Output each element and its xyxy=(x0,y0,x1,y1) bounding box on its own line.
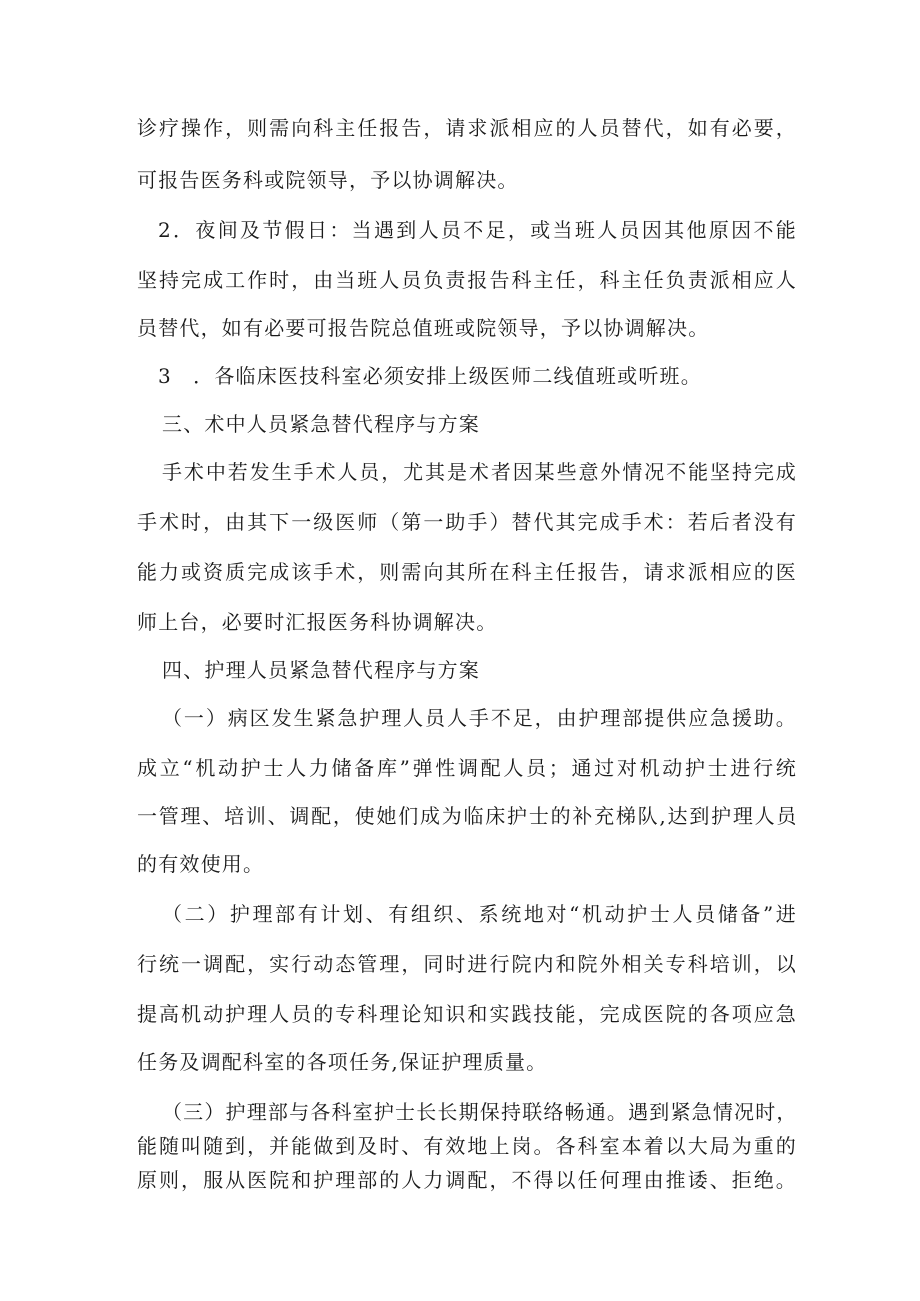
text-line-4: 坚持完成工作时，由当班人员负责报告科主任，科主任负责派相应人 xyxy=(137,268,797,292)
text-line-8: 手术中若发生手术人员，尤其是术者因某些意外情况不能坚持完成 xyxy=(162,460,797,484)
text-line-2: 可报告医务科或院领导，予以协调解决。 xyxy=(137,168,519,192)
section-heading-3: 三、术中人员紧急替代程序与方案 xyxy=(162,412,480,436)
text-line-5: 员替代，如有必要可报告院总值班或院领导，予以协调解决。 xyxy=(137,316,710,340)
text-line-6: 3 ．各临床医技科室必须安排上级医师二线值班或听班。 xyxy=(158,364,702,388)
text-line-21: （三）护理部与各科室护士长长期保持联络畅通。遇到紧急情况时， xyxy=(162,1100,797,1124)
text-line-10: 能力或资质完成该手术，则需向其所在科主任报告，请求派相应的医 xyxy=(137,560,797,584)
text-line-15: 一管理、培训、调配，使她们成为临床护士的补充梯队,达到护理人员 xyxy=(137,804,797,828)
text-line-14: 成立“机动护士人力储备库”弹性调配人员；通过对机动护士进行统 xyxy=(137,756,797,780)
section-heading-4: 四、护理人员紧急替代程序与方案 xyxy=(162,658,480,682)
text-line-20: 任务及调配科室的各项任务,保证护理质量。 xyxy=(137,1050,548,1074)
text-line-19: 提高机动护理人员的专科理论知识和实践技能，完成医院的各项应急 xyxy=(137,1002,797,1026)
text-line-23: 原则，服从医院和护理部的人力调配，不得以任何理由推诿、拒绝。 xyxy=(137,1168,797,1192)
text-line-17: （二）护理部有计划、有组织、系统地对“机动护士人员储备”进 xyxy=(162,902,797,926)
text-line-16: 的有效使用。 xyxy=(137,852,265,876)
text-line-22: 能随叫随到，并能做到及时、有效地上岗。各科室本着以大局为重的 xyxy=(137,1134,797,1158)
text-line-1: 诊疗操作，则需向科主任报告，请求派相应的人员替代，如有必要， xyxy=(137,116,797,140)
text-line-9: 手术时，由其下一级医师（第一助手）替代其完成手术：若后者没有 xyxy=(137,510,797,534)
text-line-3: 2．夜间及节假日：当遇到人员不足，或当班人员因其他原因不能 xyxy=(158,218,797,242)
text-line-13: （一）病区发生紧急护理人员人手不足，由护理部提供应急援助。 xyxy=(162,706,797,730)
text-line-18: 行统一调配，实行动态管理，同时进行院内和院外相关专科培训，以 xyxy=(137,952,797,976)
text-line-11: 师上台，必要时汇报医务科协调解决。 xyxy=(137,610,498,634)
